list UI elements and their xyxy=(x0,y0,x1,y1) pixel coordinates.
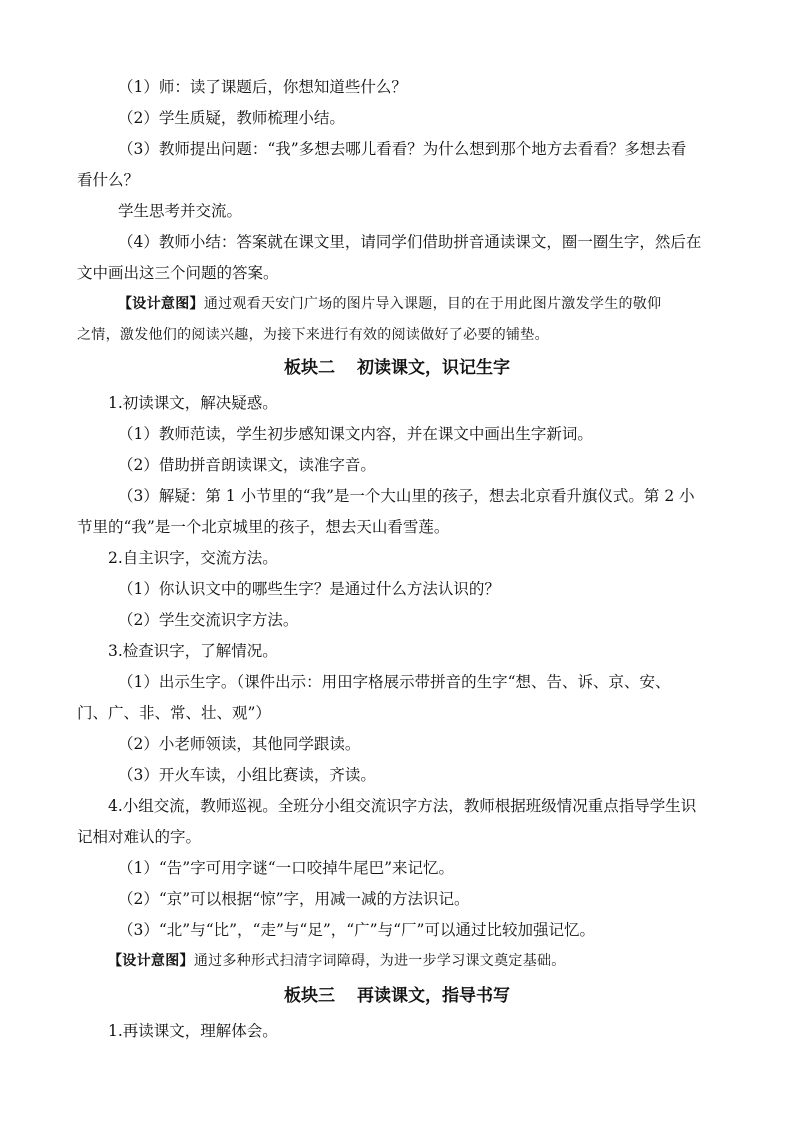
design-note-continued: 之情，激发他们的阅读兴趣，为接下来进行有效的阅读做好了必要的铺垫。 xyxy=(77,327,549,343)
section-title: 再读课文，指导书写 xyxy=(357,986,510,1006)
design-note-text: 通过多种形式扫清字词障碍，为进一步学习课文奠定基础。 xyxy=(193,953,566,969)
design-note-tag: 【设计意图】 xyxy=(108,953,194,969)
paragraph-line: （1）教师范读，学生初步感知课文内容，并在课文中画出生字新词。 xyxy=(118,425,593,443)
paragraph-line: （2）学生质疑，教师梳理小结。 xyxy=(118,109,345,127)
paragraph-line: （3）开火车读，小组比赛读，齐读。 xyxy=(118,766,376,784)
paragraph-line: 学生思考并交流。 xyxy=(118,202,243,220)
design-note xyxy=(108,951,566,971)
paragraph-line: 门、广、非、常、壮、观”） xyxy=(77,704,271,722)
design-note xyxy=(118,294,661,314)
paragraph-line: 看什么？ xyxy=(77,171,140,189)
design-note-text: 通过观看天安门广场的图片导入课题，目的在于用此图片激发学生的敬仰 xyxy=(203,296,662,312)
section-heading xyxy=(0,357,794,379)
section-label: 板块二 xyxy=(284,358,335,378)
section-title: 初读课文，识记生字 xyxy=(357,358,510,378)
paragraph-line: 3.检查识字，了解情况。 xyxy=(108,642,278,660)
section-heading xyxy=(0,985,794,1007)
paragraph-line: （2）小老师领读，其他同学跟读。 xyxy=(118,735,361,753)
paragraph-line: （1）出示生字。（课件出示：用田字格展示带拼音的生字“想、告、诉、京、安、 xyxy=(118,673,671,691)
paragraph-line: （4）教师小结：答案就在课文里，请同学们借助拼音通读课文，圈一圈生字，然后在 xyxy=(118,233,702,251)
paragraph-line: 2.自主识字，交流方法。 xyxy=(108,549,278,567)
paragraph-line: （1）师：读了课题后，你想知道些什么？ xyxy=(118,78,407,96)
design-note-tag: 【设计意图】 xyxy=(118,296,204,312)
paragraph-line: （1）“告”字可用字谜“一口咬掉牛尾巴”来记忆。 xyxy=(118,859,455,877)
paragraph-line: 4.小组交流，教师巡视。全班分小组交流识字方法，教师根据班级情况重点指导学生识 xyxy=(108,797,697,815)
section-label: 板块三 xyxy=(284,986,335,1006)
paragraph-line: （2）学生交流识字方法。 xyxy=(118,611,299,629)
paragraph-line: 1.再读课文，理解体会。 xyxy=(108,1022,278,1040)
paragraph-line: （1）你认识文中的哪些生字？是通过什么方法认识的？ xyxy=(118,580,500,598)
paragraph-line: （3）教师提出问题：“我”多想去哪儿看看？为什么想到那个地方去看看？多想去看 xyxy=(118,140,687,158)
paragraph-line: （3）解疑：第 1 小节里的“我”是一个大山里的孩子，想去北京看升旗仪式。第 2 小 xyxy=(118,487,695,505)
paragraph-line: （3）“北”与“比”，“走”与“足”，“广”与“厂”可以通过比较加强记忆。 xyxy=(118,921,595,939)
paragraph-line: 1.初读课文，解决疑惑。 xyxy=(108,394,278,412)
paragraph-line: 节里的“我”是一个北京城里的孩子，想去天山看雪莲。 xyxy=(77,518,450,536)
paragraph-line: 文中画出这三个问题的答案。 xyxy=(77,264,279,282)
paragraph-line: （2）“京”可以根据“惊”字，用减一减的方法识记。 xyxy=(118,890,470,908)
paragraph-line: （2）借助拼音朗读课文，读准字音。 xyxy=(118,456,376,474)
paragraph-line: 记相对难认的字。 xyxy=(77,828,202,846)
